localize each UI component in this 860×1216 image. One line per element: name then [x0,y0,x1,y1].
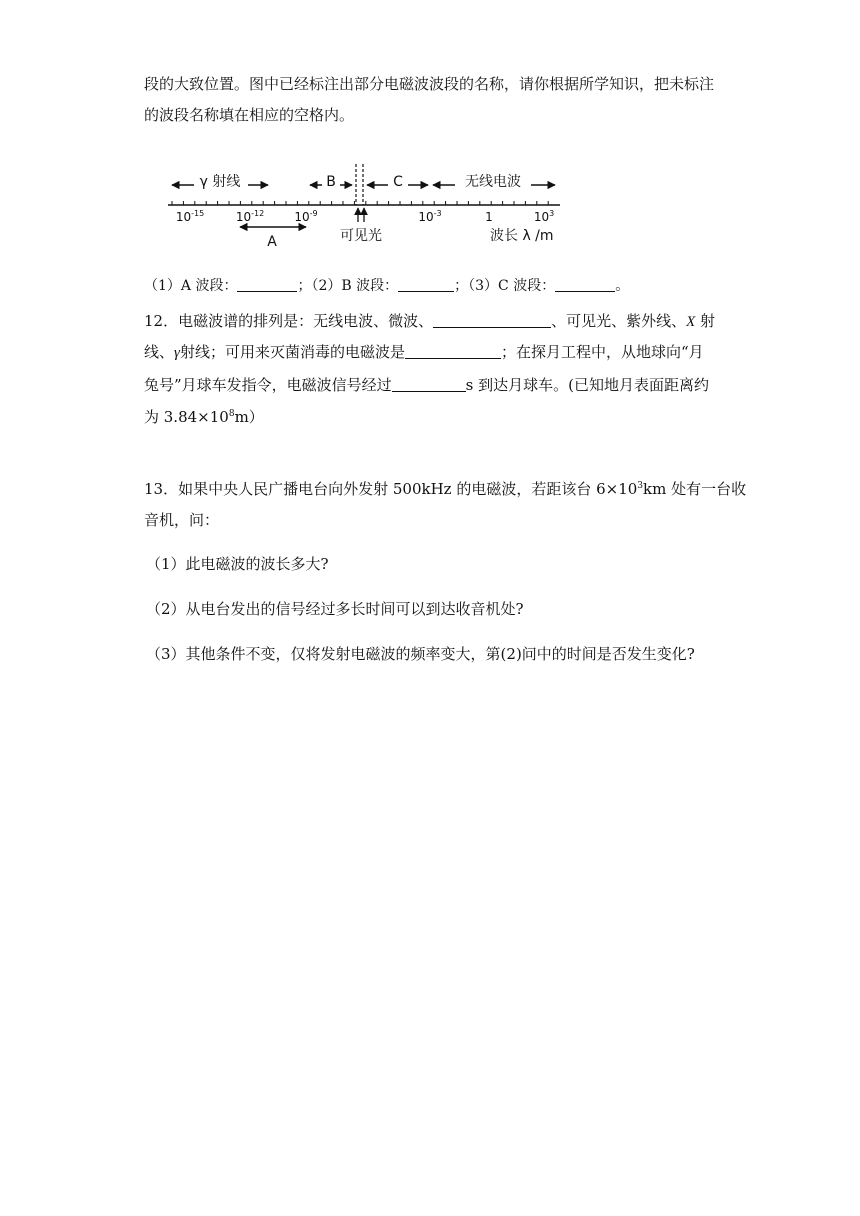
axis-tick-label: $10^{-9}$ [294,209,318,224]
q12-text-1b: 、可见光、紫外线、 [551,312,687,330]
q11-b-label: （2）B 波段： [311,278,399,294]
q12-text-3a: 兔号”月球车发指令，电磁波信号经过 [144,376,392,394]
q13-sub-3: （3）其他条件不变，仅将发射电磁波的频率变大，第(2)问中的时间是否发生变化? [146,645,695,663]
visible-light-label: 可见光 [340,228,382,244]
q12-text-1a: 12．电磁波谱的排列是：无线电波、微波、 [144,312,434,330]
a-band-label: A [267,234,277,250]
q13-sub-2: （2）从电台发出的信号经过多长时间可以到达收音机处? [146,600,524,618]
axis-tick-label: $10^{-15}$ [175,209,205,224]
q12-line-1 [144,310,724,333]
q13-sub-1: （1）此电磁波的波长多大? [146,555,329,573]
q11-c-blank[interactable] [555,275,615,292]
q13-line-1 [144,478,747,500]
q12-text-2a: 线、 [144,343,175,361]
q12-line-2 [144,341,724,364]
q11-a-blank[interactable] [237,275,297,292]
q12-blank-2[interactable] [405,342,501,359]
axis-tick-labels [176,209,554,224]
wavelength-axis-label: 波长 λ /m [490,228,554,244]
em-spectrum-diagram [160,150,570,260]
q13-exponent: 3 [637,481,644,491]
q12-text-4a: 为 3.84×10 [144,408,229,426]
axis-tick-label: $10^3$ [533,209,555,224]
q12-text-3b: s 到达月球车。(已知地月表面距离约 [465,376,709,394]
radio-band-label: 无线电波 [465,174,521,190]
intro-line-1: 段的大致位置。图中已经标注出部分电磁波波段的名称，请你根据所学知识，把未标注 [144,75,715,93]
b-band-label: B [326,174,336,190]
q13-line-2: 音机，问： [144,511,220,529]
q12-text-2b: 射线；可用来灭菌消毒的电磁波是 [179,343,405,361]
q12-blank-3[interactable] [392,375,466,392]
axis-tick-label: $10^{-12}$ [235,209,265,224]
q12-x-symbol: X [686,314,696,330]
gamma-band-label: γ 射线 [199,174,241,190]
q11-answer-line [144,275,724,297]
q12-text-2c: ；在探月工程中，从地球向“月 [500,343,704,361]
q12-text-4b: m） [234,408,264,426]
axis-tick-label: $10^{-3}$ [418,209,442,224]
q12-blank-1[interactable] [433,311,551,328]
q11-b-blank[interactable] [398,275,454,292]
c-band-label: C [393,174,403,190]
q11-a-label: （1）A 波段： [144,278,238,294]
q11-sep-1: ； [297,278,312,294]
q13-text-1a: 13．如果中央人民广播电台向外发射 500kHz 的电磁波，若距该台 6×10 [144,480,638,498]
q12-text-1c: 射 [695,312,716,330]
q12-exponent: 8 [228,409,235,419]
q12-line-4 [144,406,724,428]
q12-gamma-symbol: γ [174,345,180,361]
q11-sep-2: ； [454,278,469,294]
q11-end: 。 [615,278,630,294]
intro-line-2: 的波段名称填在相应的空格内。 [144,106,355,124]
q11-c-label: （3）C 波段： [468,278,556,294]
q13-text-1b: km 处有一台收 [643,480,747,498]
q12-line-3 [144,374,724,396]
axis-tick-label: 1 [485,210,493,224]
